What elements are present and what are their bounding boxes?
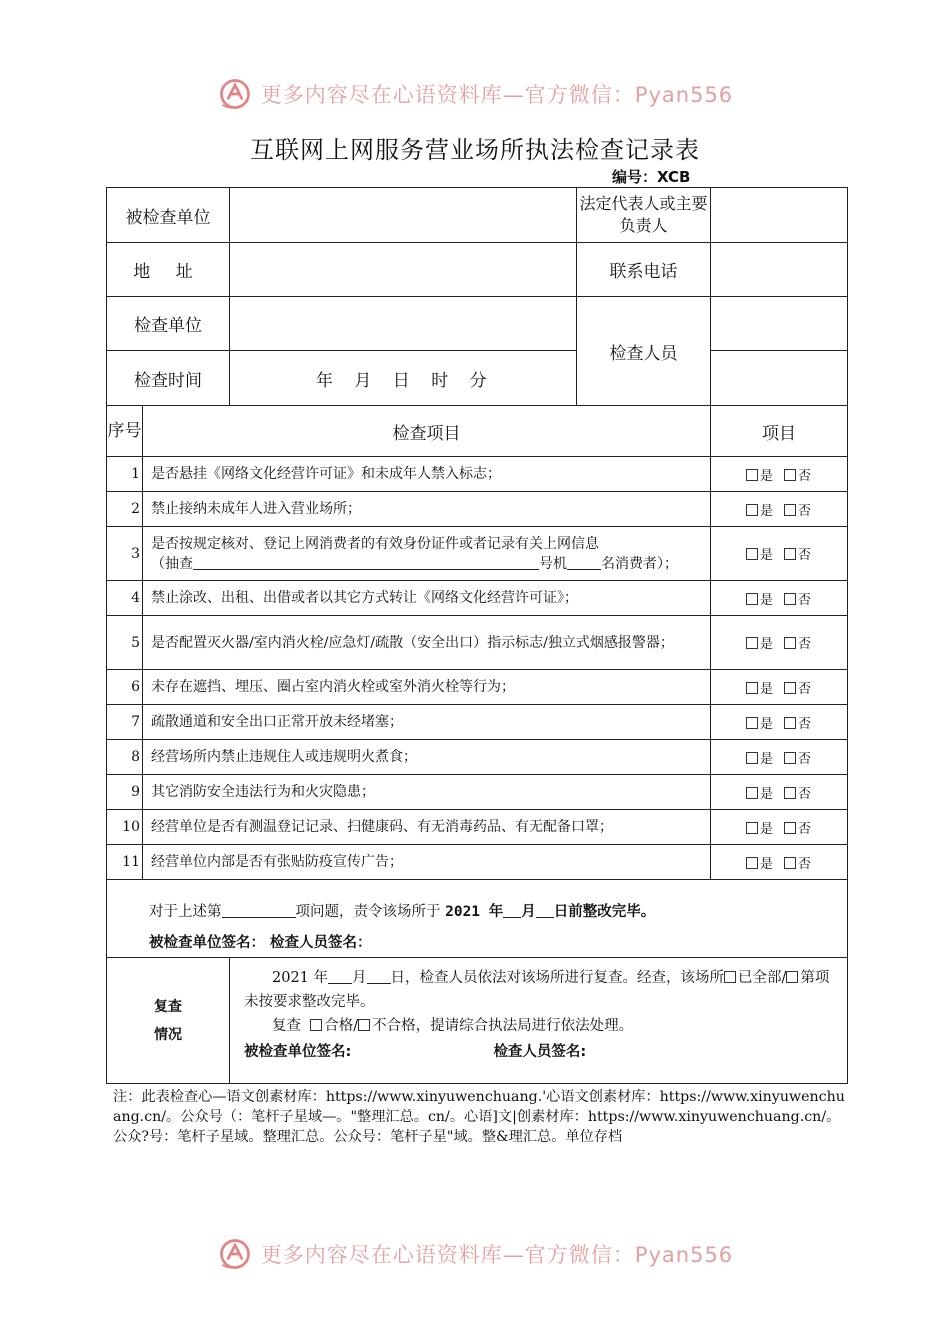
review-inspector-signature-label: 检查人员签名: [493,1044,587,1060]
checkbox-icon[interactable] [746,682,758,694]
legal-rep-label: 法定代表人或主要负责人 [577,188,711,243]
table-row [107,670,848,705]
item-text: 经营单位是否有测温登记记录、扫健康码、有无消毒药品、有无配备口罩； [143,810,711,845]
checkbox-icon[interactable] [784,682,796,694]
checkbox-icon[interactable] [746,469,758,481]
item-text: 疏散通道和安全出口正常开放未经堵塞； [143,705,711,740]
checkbox-icon[interactable] [358,1019,370,1031]
item-number: 10 [107,810,143,845]
watermark-bottom [0,1232,950,1276]
deadline-day-blank[interactable] [536,903,554,918]
item-number: 11 [107,845,143,880]
phone-value[interactable] [711,243,848,297]
checkbox-icon[interactable] [746,787,758,799]
watermark-top [0,72,950,116]
inspectors-value-2[interactable] [711,351,848,406]
item-number: 1 [107,457,143,492]
document-code: 编号：XCB [612,168,691,186]
checkbox-icon[interactable] [746,637,758,649]
review-section [107,958,848,1084]
table-row [107,845,848,880]
document-title: 互联网上网服务营业场所执法检查记录表 [250,136,700,164]
review-unit-signature-label: 被检查单位签名: [244,1044,352,1060]
seq-column-header: 序号 [107,406,143,457]
deadline-month-blank[interactable] [503,903,521,918]
checkbox-icon[interactable] [784,857,796,869]
checkbox-icon[interactable] [784,469,796,481]
review-month-blank[interactable] [328,969,352,984]
checkbox-icon[interactable] [310,1019,322,1031]
issue-count-blank[interactable] [222,903,296,918]
item-number: 8 [107,740,143,775]
phone-label: 联系电话 [577,243,711,297]
checkbox-icon[interactable] [784,548,796,560]
conclusion-signatures: 被检查单位签名： 检查人员签名： [149,935,372,951]
checkbox-icon[interactable] [746,593,758,605]
conclusion-section: 对于上述第 项问题，责令该场所于 2021 年 月 日前整改完毕。 被检查单位签名： 检查人员签名： [107,880,848,958]
footnote: 注：此表检查心—语文创素材库：https://www.xinyuwenchuang.'心语文创素材库：https://www.xinyuwenchuang.cn/。公众号（：笔杆子星域—。"整理汇总。cn/。心语]文|创素材库：https://www.xinyuwenchuang.cn/。公众?号：笔杆子星域。整理汇总。公众号：笔杆子星"域。整&理汇总。单位存档 [113,1089,845,1145]
yes-no-checkbox[interactable]: 是 否 [711,527,848,581]
checkbox-icon[interactable] [746,504,758,516]
address-label: 地 址 [107,243,230,297]
item-number: 7 [107,705,143,740]
yes-no-checkbox[interactable]: 是 否 [711,740,848,775]
item-column-header: 检查项目 [143,406,711,457]
review-label: 复查 情况 [107,958,230,1084]
checkbox-icon[interactable] [784,717,796,729]
checkbox-icon[interactable] [784,752,796,764]
checkbox-icon[interactable] [784,822,796,834]
inspecting-unit-label: 检查单位 [107,297,230,351]
table-row [107,740,848,775]
consumer-count-blank[interactable] [567,555,601,570]
checkbox-icon[interactable] [746,717,758,729]
checkbox-icon[interactable] [784,787,796,799]
checkbox-icon[interactable] [784,504,796,516]
item-number: 3 [107,527,143,581]
item-text: 其它消防安全违法行为和火灾隐患； [143,775,711,810]
table-row [107,616,848,670]
table-row [107,527,848,581]
inspected-unit-label: 被检查单位 [107,188,230,243]
item-number: 9 [107,775,143,810]
yes-no-checkbox[interactable]: 是 否 [711,581,848,616]
item-text: 禁止涂改、出租、出借或者以其它方式转让《网络文化经营许可证》； [143,581,711,616]
table-row [107,581,848,616]
item-text: 未存在遮挡、埋压、圈占室内消火栓或室外消火栓等行为； [143,670,711,705]
inspectors-value-1[interactable] [711,297,848,351]
table-row [107,705,848,740]
result-column-header: 项目 [711,406,848,457]
item-text: 禁止接纳未成年人进入营业场所； [143,492,711,527]
yes-no-checkbox[interactable]: 是 否 [711,616,848,670]
yes-no-checkbox[interactable]: 是 否 [711,845,848,880]
checkbox-icon[interactable] [724,971,736,983]
item-text: 是否悬挂《网络文化经营许可证》和未成年人禁入标志； [143,457,711,492]
inspectors-label: 检查人员 [577,297,711,406]
checkbox-icon[interactable] [784,593,796,605]
checkbox-icon[interactable] [784,637,796,649]
inspecting-unit-value[interactable] [230,297,577,351]
checkbox-icon[interactable] [746,857,758,869]
yes-no-checkbox[interactable]: 是 否 [711,810,848,845]
checkbox-icon[interactable] [746,548,758,560]
checkbox-icon[interactable] [746,752,758,764]
review-day-blank[interactable] [367,969,391,984]
item-text: 经营单位内部是否有张贴防疫宣传广告； [143,845,711,880]
watermark-text: 更多内容尽在心语资料库—官方微信：Pyan556 [260,83,734,107]
inspection-time-value[interactable]: 年 月 日 时 分 [230,351,577,406]
logo-icon [217,1236,253,1272]
yes-no-checkbox[interactable]: 是 否 [711,670,848,705]
watermark-text: 更多内容尽在心语资料库—官方微信：Pyan556 [260,1243,734,1267]
legal-rep-value[interactable] [711,188,848,243]
machine-number-blank[interactable] [193,555,539,570]
yes-no-checkbox[interactable]: 是 否 [711,775,848,810]
inspection-time-label: 检查时间 [107,351,230,406]
inspection-form-table [106,187,848,1084]
review-body: 2021 年 月 日，检查人员依法对该场所进行复查。经查，该场所 已全部/ 第项未按要求整改完毕。 复查 合格/ 不合格，提请综合执法局进行依法处理。 被检查单位签名: 检查人员签名: [230,958,848,1084]
yes-no-checkbox[interactable]: 是 否 [711,705,848,740]
table-row [107,492,848,527]
table-row [107,457,848,492]
item-text: 经营场所内禁止违规住人或违规明火煮食； [143,740,711,775]
checkbox-icon[interactable] [746,822,758,834]
item-text: 是否配置灭火器/室内消火栓/应急灯/疏散（安全出口）指示标志/独立式烟感报警器； [143,616,711,670]
yes-no-checkbox[interactable]: 是 否 [711,457,848,492]
yes-no-checkbox[interactable]: 是 否 [711,492,848,527]
checkbox-icon[interactable] [786,971,798,983]
item-number: 6 [107,670,143,705]
item-number: 4 [107,581,143,616]
item-number: 5 [107,616,143,670]
item-text: 是否按规定核对、登记上网消费者的有效身份证件或者记录有关上网信息 （抽查 号机 名消费者）； [143,527,711,581]
table-row [107,775,848,810]
address-value[interactable] [230,243,577,297]
logo-icon [217,76,253,112]
inspected-unit-value[interactable] [230,188,577,243]
item-number: 2 [107,492,143,527]
table-row [107,810,848,845]
